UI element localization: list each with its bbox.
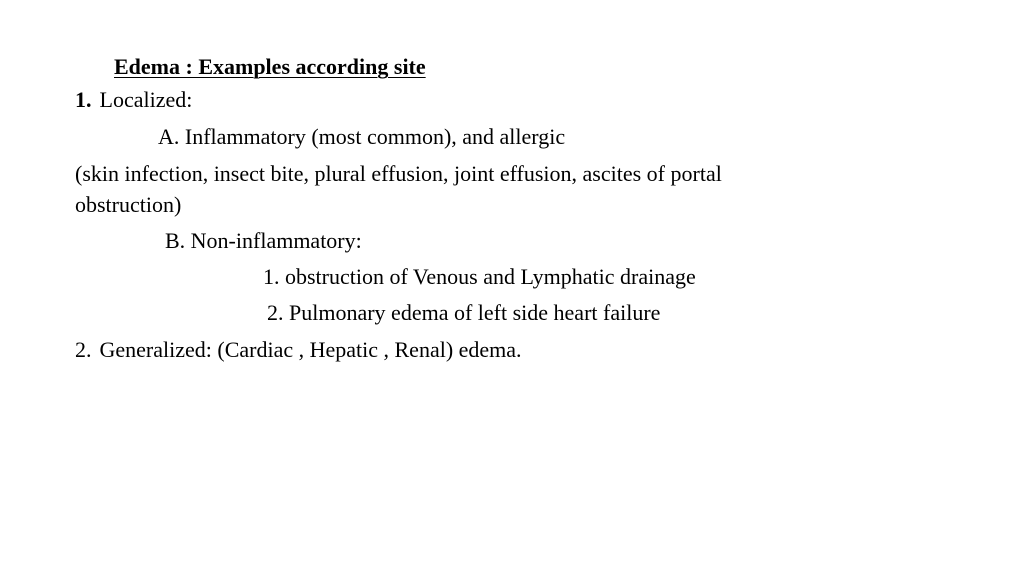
non-inflammatory-item-1: 1. obstruction of Venous and Lymphatic drainage [263, 264, 696, 289]
non-inflammatory-item-2: 2. Pulmonary edema of left side heart failure [267, 300, 661, 325]
slide-title: Edema : Examples according site [114, 54, 426, 79]
subsection-inflammatory-heading: A. Inflammatory (most common), and allergic [158, 124, 566, 149]
inflammatory-detail-line-1: (skin infection, insect bite, plural effusion, joint effusion, ascites of portal [75, 161, 722, 186]
section-generalized [75, 336, 522, 364]
section-label: Generalized: (Cardiac , Hepatic , Renal) edema. [99, 337, 522, 362]
subsection-non-inflammatory-heading: B. Non-inflammatory: [165, 228, 362, 253]
section-localized [75, 86, 192, 114]
section-number: 2. [75, 337, 92, 362]
inflammatory-detail-line-2: obstruction) [75, 192, 182, 217]
section-number: 1. [75, 87, 92, 112]
section-label: Localized: [99, 87, 193, 112]
